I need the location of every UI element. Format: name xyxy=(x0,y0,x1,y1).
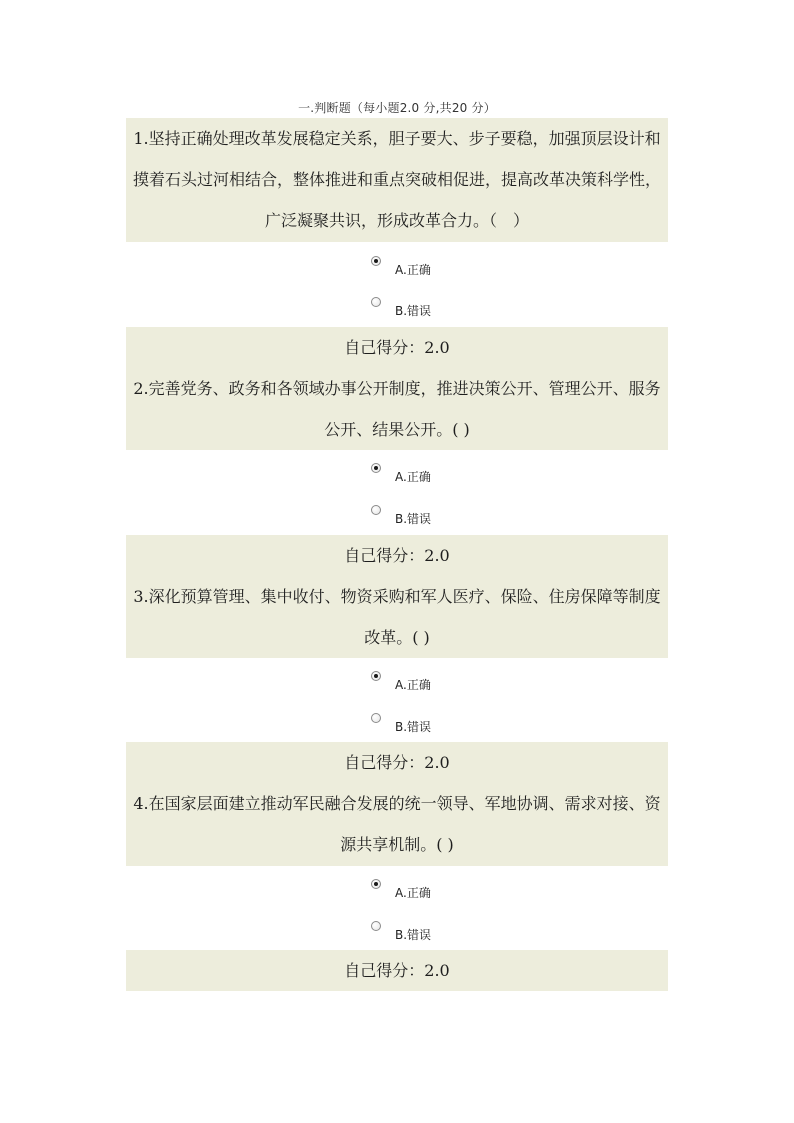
radio-unselected-icon[interactable] xyxy=(371,505,381,515)
question-2-option-a[interactable] xyxy=(371,463,491,483)
question-1-option-a[interactable] xyxy=(371,256,491,276)
question-4-option-a[interactable] xyxy=(371,879,491,899)
option-label: B.错误 xyxy=(395,304,432,318)
question-1-score: 自己得分：2.0 xyxy=(344,338,450,357)
radio-selected-icon[interactable] xyxy=(371,671,381,681)
question-2-option-b[interactable] xyxy=(371,505,491,525)
question-3-option-a[interactable] xyxy=(371,671,491,691)
option-label: A.正确 xyxy=(395,470,431,484)
question-1-option-b[interactable] xyxy=(371,297,491,317)
question-3-text: 3.深化预算管理、集中收付、物资采购和军人医疗、保险、住房保障等制度改革。( ) xyxy=(133,587,661,647)
question-2-score: 自己得分：2.0 xyxy=(344,546,450,565)
option-label: B.错误 xyxy=(395,720,432,734)
radio-selected-icon[interactable] xyxy=(371,879,381,889)
option-label: A.正确 xyxy=(395,263,431,277)
question-3-option-b[interactable] xyxy=(371,713,491,733)
question-4-score-block xyxy=(126,950,668,991)
option-label: A.正确 xyxy=(395,886,431,900)
question-1-block xyxy=(126,118,668,242)
option-label: A.正确 xyxy=(395,678,431,692)
question-2-text: 2.完善党务、政务和各领域办事公开制度，推进决策公开、管理公开、服务公开、结果公开。( ) xyxy=(133,379,661,439)
question-3-score: 自己得分：2.0 xyxy=(344,753,450,772)
option-label: B.错误 xyxy=(395,928,432,942)
question-4-text: 4.在国家层面建立推动军民融合发展的统一领导、军地协调、需求对接、资源共享机制。( ) xyxy=(133,794,661,854)
question-4-option-b[interactable] xyxy=(371,921,491,941)
question-4-score: 自己得分：2.0 xyxy=(344,961,450,980)
question-1-text: 1.坚持正确处理改革发展稳定关系，胆子要大、步子要稳，加强顶层设计和摸着石头过河相结合，整体推进和重点突破相促进，提高改革决策科学性，广泛凝聚共识，形成改革合力。（ ） xyxy=(132,129,661,230)
radio-selected-icon[interactable] xyxy=(371,256,381,266)
question-2-block xyxy=(126,327,668,450)
radio-unselected-icon[interactable] xyxy=(371,713,381,723)
question-3-block xyxy=(126,535,668,658)
radio-unselected-icon[interactable] xyxy=(371,297,381,307)
radio-unselected-icon[interactable] xyxy=(371,921,381,931)
option-label: B.错误 xyxy=(395,512,432,526)
radio-selected-icon[interactable] xyxy=(371,463,381,473)
question-4-block xyxy=(126,742,668,866)
section-title: 一.判断题（每小题2.0 分,共20 分） xyxy=(298,101,496,115)
